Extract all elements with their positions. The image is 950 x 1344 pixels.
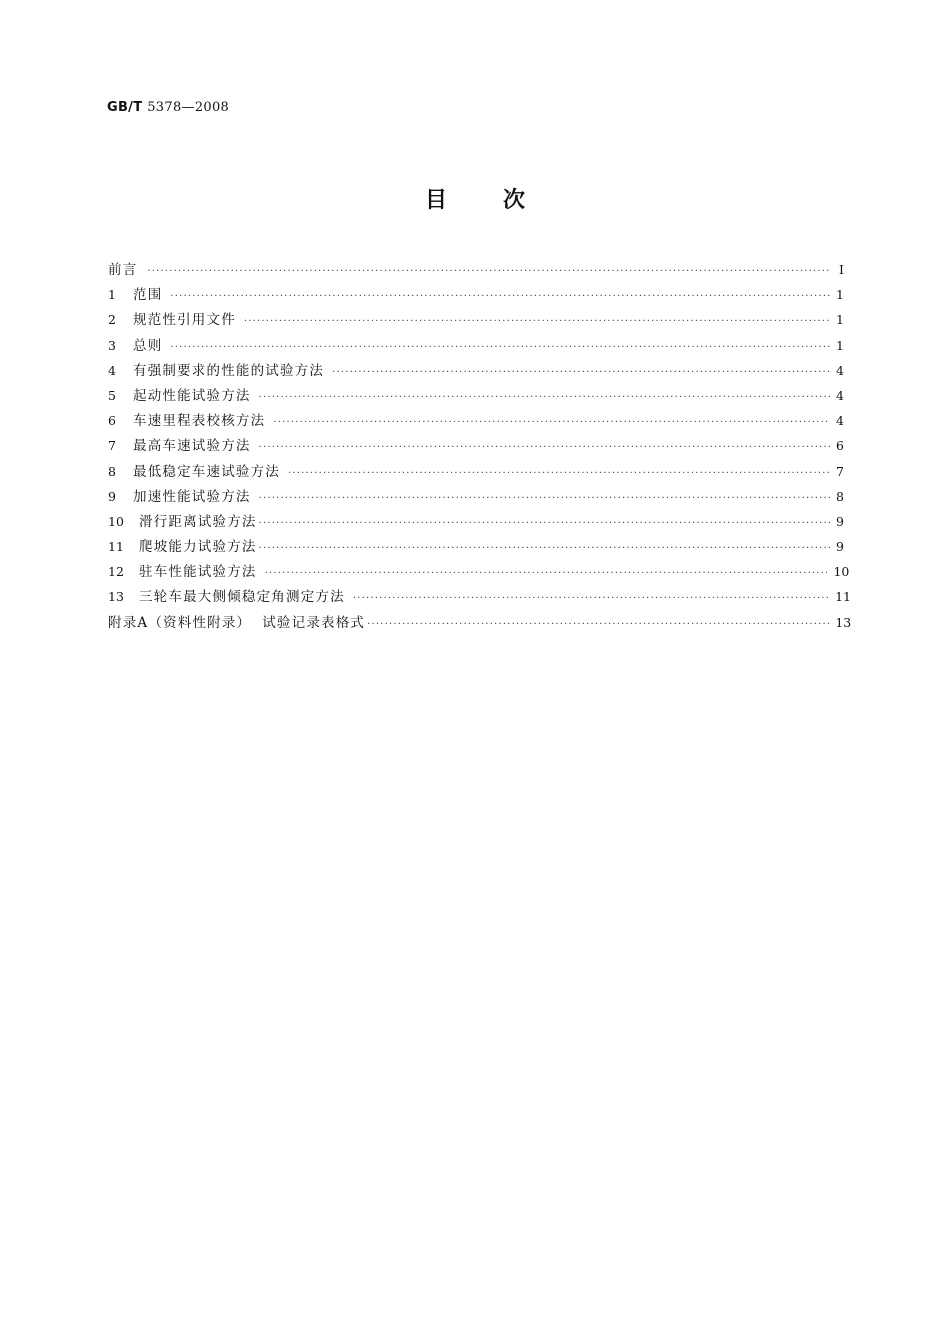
dot-leader (259, 442, 830, 453)
toc-entry-number: 10 (108, 513, 124, 529)
toc-entry-title: 范围 (133, 287, 163, 304)
toc-title-char-2: 次 (503, 188, 526, 213)
toc-entry-title: 加速性能试验方法 (133, 488, 251, 505)
toc-entry-11[interactable] (108, 535, 844, 560)
toc-entry-number: 3 (108, 337, 116, 353)
toc-entry-page: 9 (836, 513, 844, 529)
toc-title-char-1: 目 (424, 188, 447, 213)
toc-title (0, 183, 950, 214)
toc-entry-number: 13 (108, 589, 124, 605)
standard-number (107, 100, 229, 115)
toc-entry-number: 9 (108, 488, 116, 504)
toc-entry-10[interactable] (108, 510, 844, 535)
dot-leader (353, 593, 829, 604)
toc-entry-5[interactable] (108, 384, 844, 409)
toc-entry-number: 4 (108, 362, 116, 378)
toc-entry-page: 7 (836, 463, 844, 479)
toc-entry-4[interactable] (108, 359, 844, 384)
standard-prefix: GB/T (107, 100, 143, 115)
dot-leader (259, 493, 830, 504)
dot-leader (288, 468, 830, 479)
toc-entry-title: 附录A（资料性附录） 试验记录表格式 (108, 614, 366, 631)
toc-entry-number: 5 (108, 387, 116, 403)
toc-entry-page: 4 (836, 362, 844, 378)
toc-entry-title: 最高车速试验方法 (133, 438, 251, 455)
dot-leader (367, 619, 829, 630)
toc-entry-number: 7 (108, 438, 116, 454)
toc-entry-number: 6 (108, 413, 116, 429)
toc-entry-page: 4 (836, 387, 844, 403)
toc-entry-title: 最低稳定车速试验方法 (133, 463, 280, 480)
dot-leader (273, 417, 830, 428)
toc-entry-13[interactable] (108, 585, 851, 610)
dot-leader (259, 392, 830, 403)
toc-entry-1[interactable] (108, 283, 844, 308)
toc-entry-foreword[interactable] (108, 258, 844, 283)
toc-entry-number: 12 (108, 564, 124, 580)
toc-entry-page: 13 (835, 614, 852, 630)
toc-entry-annex-a[interactable] (108, 611, 852, 636)
toc-entry-title: 驻车性能试验方法 (139, 564, 257, 581)
toc-entry-title: 滑行距离试验方法 (139, 513, 257, 530)
toc-entry-title: 有强制要求的性能的试验方法 (133, 362, 325, 379)
toc-entry-number: 2 (108, 312, 116, 328)
toc-entry-page: 11 (835, 589, 851, 605)
dot-leader (147, 266, 830, 277)
toc-entry-page: 9 (836, 539, 844, 555)
toc-entry-page: Ⅰ (839, 262, 844, 277)
table-of-contents (108, 258, 852, 636)
toc-entry-title: 前言 (108, 262, 138, 278)
toc-entry-title: 规范性引用文件 (133, 312, 236, 329)
toc-entry-title: 总则 (133, 337, 163, 354)
dot-leader (265, 568, 828, 579)
toc-entry-6[interactable] (108, 409, 844, 434)
toc-entry-page: 4 (836, 413, 844, 429)
toc-entry-number: 8 (108, 463, 116, 479)
dot-leader (170, 291, 830, 302)
toc-entry-7[interactable] (108, 434, 844, 459)
dot-leader (259, 518, 830, 529)
toc-entry-page: 1 (836, 287, 844, 303)
toc-entry-2[interactable] (108, 308, 844, 333)
toc-entry-page: 1 (836, 337, 844, 353)
toc-entry-page: 8 (836, 488, 844, 504)
toc-entry-12[interactable] (108, 560, 850, 585)
toc-entry-8[interactable] (108, 460, 844, 485)
toc-entry-number: 1 (108, 287, 116, 303)
toc-entry-title: 爬坡能力试验方法 (139, 539, 257, 556)
toc-entry-page: 10 (833, 564, 850, 580)
standard-code: 5378—2008 (147, 100, 230, 115)
dot-leader (332, 367, 830, 378)
toc-entry-title: 车速里程表校核方法 (133, 413, 266, 430)
toc-entry-9[interactable] (108, 485, 844, 510)
toc-entry-3[interactable] (108, 334, 844, 359)
toc-entry-page: 6 (836, 438, 844, 454)
dot-leader (259, 543, 830, 554)
toc-entry-title: 起动性能试验方法 (133, 387, 251, 404)
toc-entry-number: 11 (108, 539, 124, 555)
toc-entry-title: 三轮车最大侧倾稳定角测定方法 (139, 589, 345, 606)
dot-leader (244, 316, 830, 327)
toc-entry-page: 1 (836, 312, 844, 328)
dot-leader (170, 342, 830, 353)
